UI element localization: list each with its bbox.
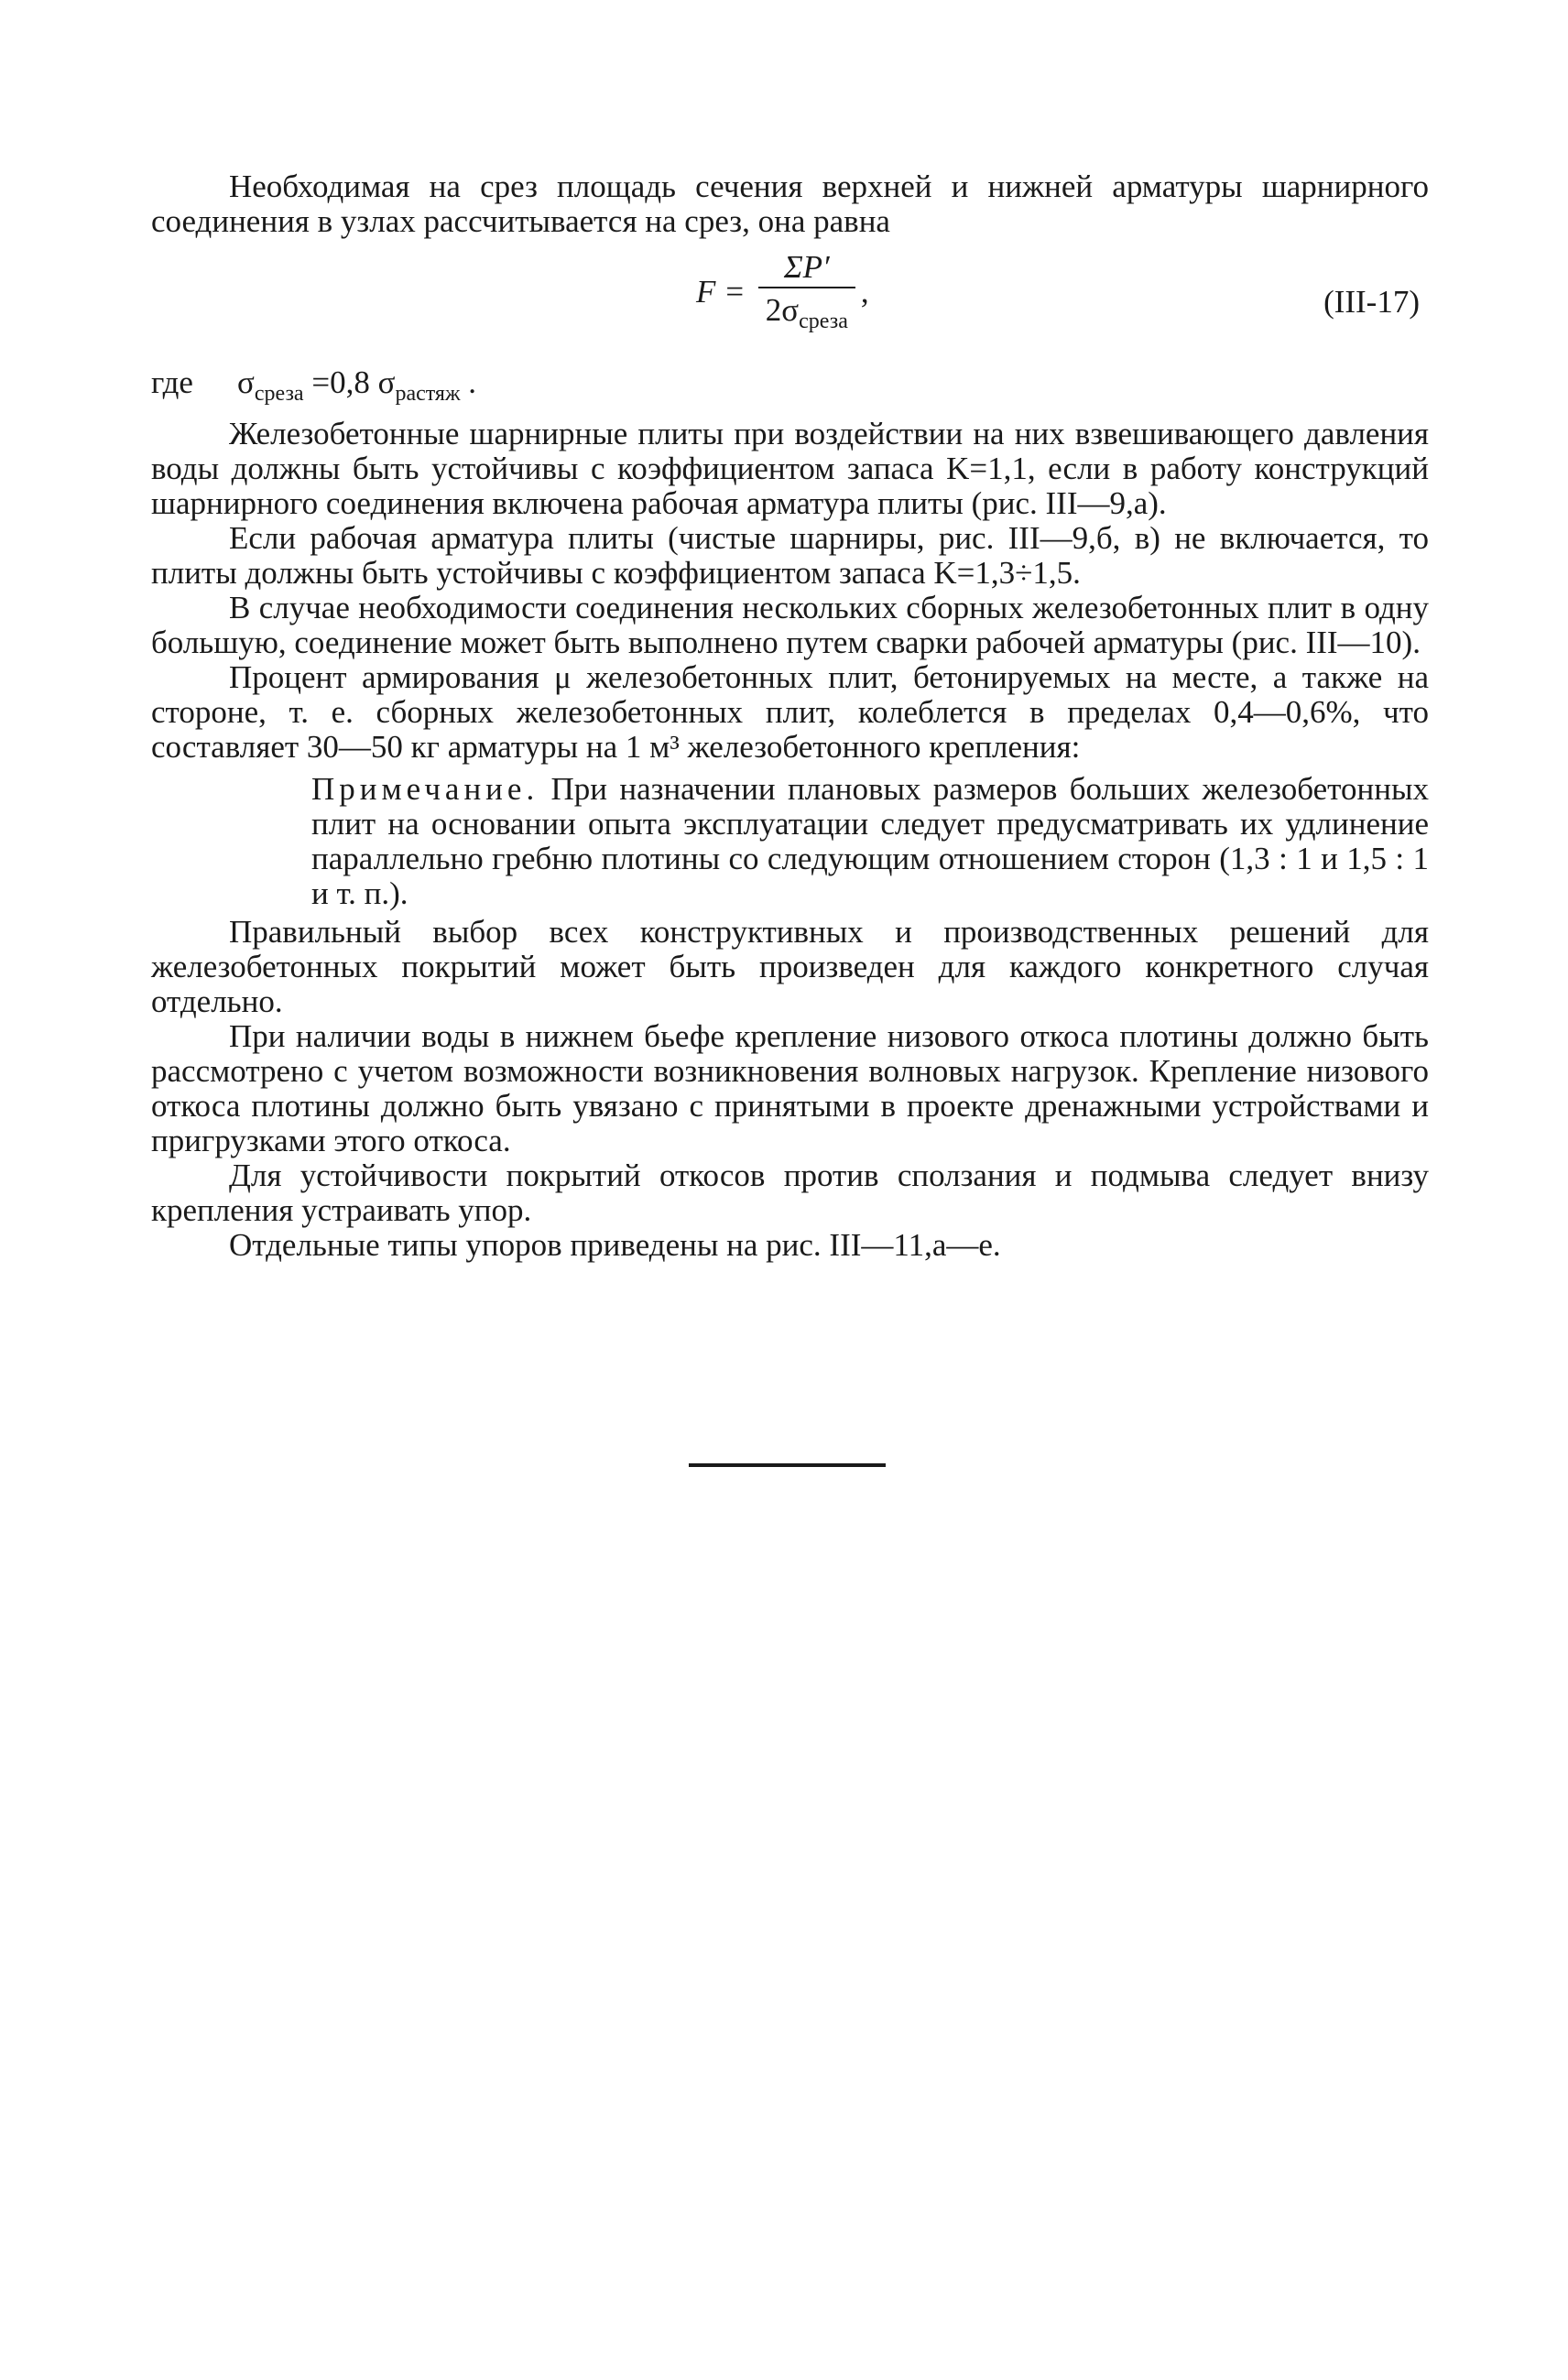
note-body: При назначении плановых размеров больших железобетонных плит на основании опыта эксплуатации следует предусматривать их удлинение параллельно гребню плотины со следующим отношением сторон (1,3 : 1 и 1,5 : 1 и т. п.).: [311, 771, 1429, 911]
paragraph-toe-support: Для устойчивости покрытий откосов против сползания и подмыва следует внизу крепления устраивать упор.: [151, 1157, 1429, 1228]
paragraph-welding: В случае необходимости соединения нескольких сборных железобетонных плит в одну большую, соединение может быть выполнено путем сварки рабочей арматуры (рис. III—10).: [151, 590, 1429, 660]
equation-number: (III-17): [1323, 284, 1420, 320]
formula-comma: ,: [860, 274, 869, 310]
formula-denominator: $2\sigma_{среза}$: [765, 292, 848, 333]
formula-lhs: F =: [696, 274, 746, 310]
sigma-sub-tension: растяж: [395, 382, 461, 406]
formula-numerator: ΣP′: [783, 249, 830, 285]
note-heading: Примечание.: [311, 771, 539, 807]
paragraph-tailwater: При наличии воды в нижнем бьефе крепление низового откоса плотины должно быть рассмотрено с учетом возможности возникновения волновых нагрузок. Крепление низового откоса плотины должно быть увязано с принятыми в проекте дренажными устройствами и пригрузками этого откоса.: [151, 1018, 1429, 1158]
paragraph-clean-hinges: Если рабочая арматура плиты (чистые шарниры, рис. III—9,б, в) не включается, то плиты должны быть устойчивы с коэффициентом запаса K=1,3÷1,5.: [151, 520, 1429, 591]
section-end-rule: [689, 1463, 886, 1467]
paragraph-figure-reference: Отдельные типы упоров приведены на рис. III—11,а—е.: [229, 1227, 1001, 1263]
formula-iii-17: [696, 248, 869, 336]
note-block: [151, 772, 1429, 911]
paragraph-shear-area: Необходимая на срез площадь сечения верхней и нижней арматуры шарнирного соединения в узлах рассчитывается на срез, она равна: [151, 168, 1429, 239]
formula-block: [151, 248, 1429, 365]
paragraph-reinforcement-percent: Процент армирования μ железобетонных плит, бетонируемых на месте, а также на стороне, т. е. сборных железобетонных плит, колеблется в пределах 0,4—0,6%, что составляет 30—50 кг арматуры на 1 м³ железобетонного крепления:: [151, 659, 1429, 765]
formula-fraction: [758, 248, 855, 336]
denominator-subscript: среза: [799, 310, 848, 333]
formula-where-line: где $\sigma_{среза} =0,8$ $\sigma_{растяж}$ .: [151, 364, 477, 406]
where-word: где: [151, 364, 193, 400]
paragraph-design-choice: Правильный выбор всех конструктивных и производственных решений для железобетонных покрытий может быть произведен для каждого конкретного случая отдельно.: [151, 914, 1429, 1019]
paragraph-stability-k11: Железобетонные шарнирные плиты при воздействии на них взвешивающего давления воды должны быть устойчивы с коэффициентом запаса K=1,1, если в работу конструкций шарнирного соединения включена рабочая арматура плиты (рис. III—9,а).: [151, 416, 1429, 521]
document-page: [151, 169, 1429, 1263]
sigma-sub-shear: среза: [254, 382, 304, 406]
